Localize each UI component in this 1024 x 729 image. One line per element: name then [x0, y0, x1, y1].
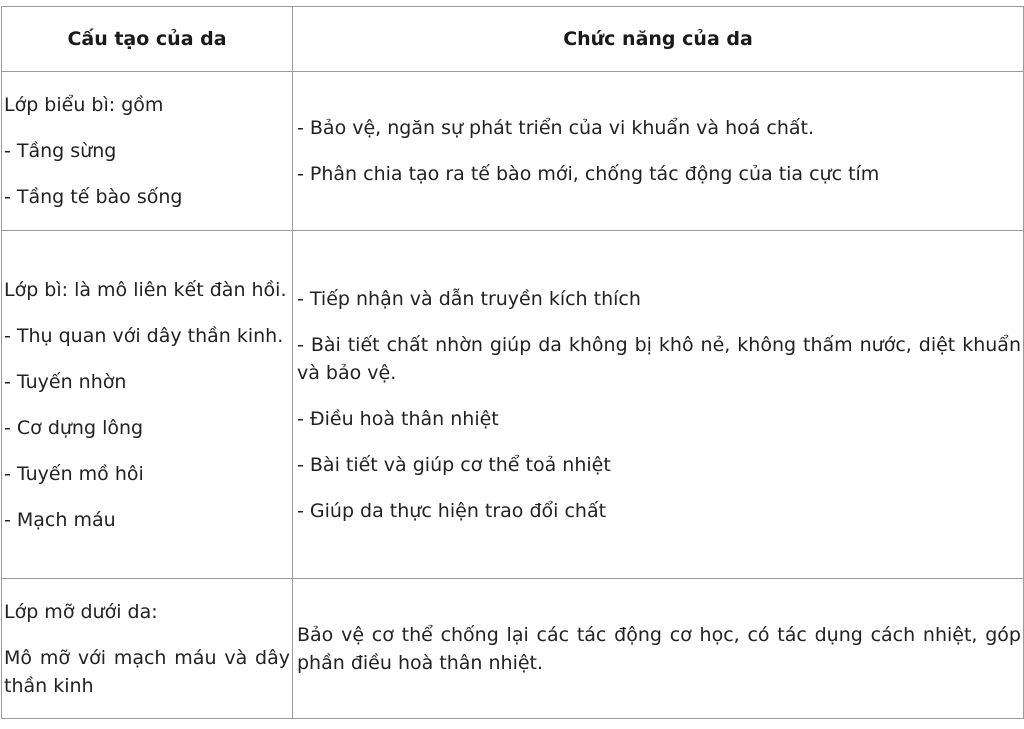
cell-line: Lớp bì: là mô liên kết đàn hồi. [4, 278, 287, 301]
cell-line: - Mạch máu [4, 508, 116, 531]
function-cell [293, 231, 1024, 579]
cell-line: - Bài tiết và giúp cơ thể toả nhiệt [297, 453, 611, 476]
skin-structure-function-table [1, 6, 1024, 719]
cell-line: - Cơ dựng lông [4, 416, 144, 439]
cell-line: - Tiếp nhận và dẫn truyền kích thích [297, 287, 641, 310]
table-header-row [2, 7, 1024, 72]
table-row [2, 72, 1024, 231]
cell-line: - Tầng tế bào sống [4, 186, 183, 208]
cell-line: - Tuyến mồ hôi [4, 462, 144, 485]
cell-line: - Phân chia tạo ra tế bào mới, chống tác động của tia cực tím [297, 163, 880, 185]
cell-line: - Giúp da thực hiện trao đổi chất [297, 499, 607, 522]
cell-line: - Bài tiết chất nhờn giúp da không bị khô nẻ, không thấm nước, diệt khuẩn và bảo vệ. [297, 333, 1021, 384]
structure-cell [2, 231, 293, 579]
header-function: Chức năng của da [293, 7, 1024, 72]
cell-line: Lớp biểu bì: gồm [4, 94, 164, 116]
cell-line: - Tuyến nhờn [4, 370, 127, 393]
header-structure: Cấu tạo của da [2, 7, 293, 72]
cell-line: - Bảo vệ, ngăn sự phát triển của vi khuẩn và hoá chất. [297, 117, 815, 139]
structure-cell [2, 72, 293, 231]
table-row [2, 579, 1024, 719]
cell-line: - Thụ quan với dây thần kinh. [4, 324, 284, 347]
cell-line: - Tầng sừng [4, 140, 117, 162]
structure-cell [2, 579, 293, 719]
cell-line: - Điều hoà thân nhiệt [297, 407, 499, 430]
function-cell [293, 72, 1024, 231]
function-cell [293, 579, 1024, 719]
table-row [2, 231, 1024, 579]
cell-line: Lớp mỡ dưới da: [4, 600, 158, 623]
cell-line: Mô mỡ với mạch máu và dây thần kinh [4, 646, 290, 697]
cell-line: Bảo vệ cơ thể chống lại các tác động cơ học, có tác dụng cách nhiệt, góp phần điều hoà thân nhiệt. [297, 623, 1021, 674]
